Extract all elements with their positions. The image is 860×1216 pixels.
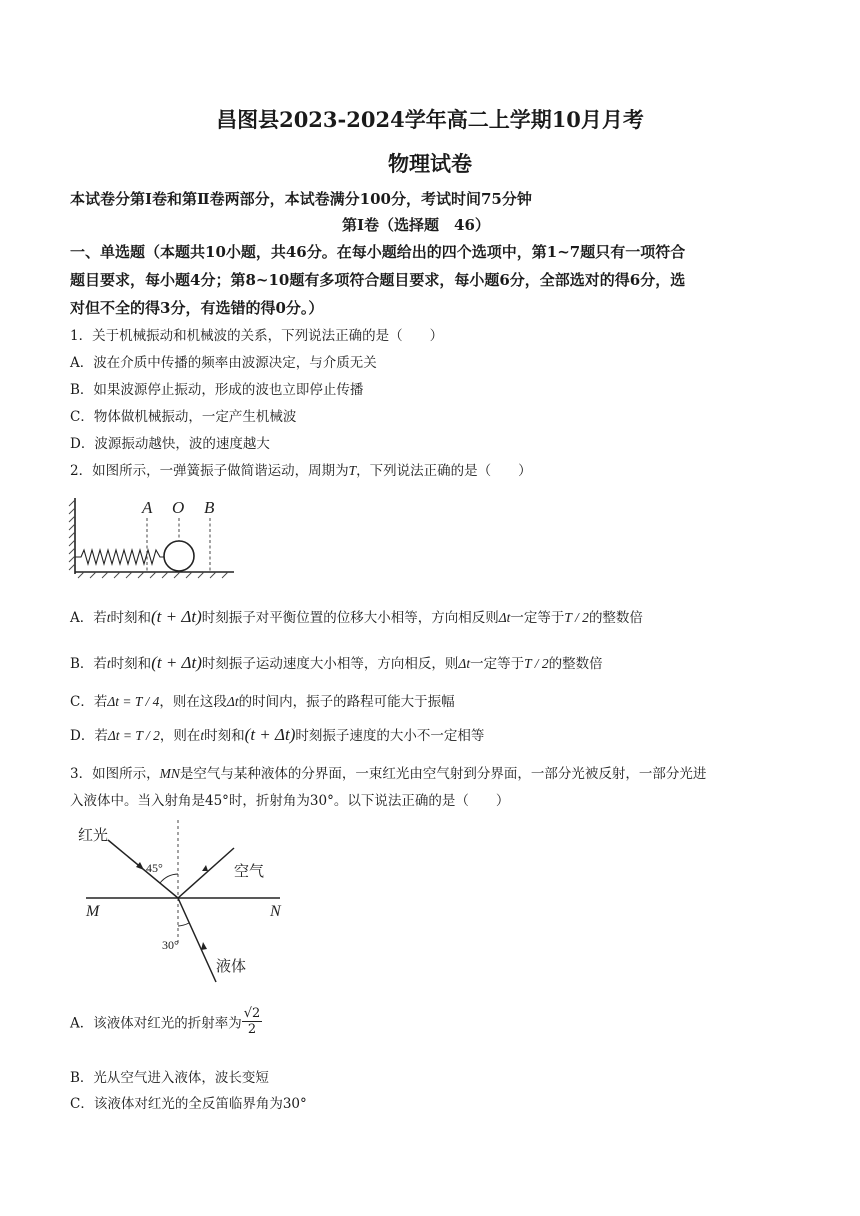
q2-option-b: B．若t时刻和(t + Δt)时刻振子运动速度大小相等，方向相反，则Δt一定等于T / 2的整数倍 [70,653,603,672]
section-instruction-line2: 题目要求，每小题4分；第8~10题有多项符合题目要求，每小题6分，全部选对的得6分，选 [70,271,686,289]
refraction-figure [74,816,298,988]
label-m: M [86,903,100,920]
q2-option-c: C．若Δt = T / 4，则在这段Δt的时间内，振子的路程可能大于振幅 [70,694,455,710]
spring-oscillator-figure [68,492,240,582]
q1-option-b: B．如果波源停止振动，形成的波也立即停止传播 [70,382,364,398]
section-instruction-line3: 对但不全的得3分，有选错的得0分。） [70,299,324,317]
section-instruction-line1: 一、单选题（本题共10小题，共46分。在每小题给出的四个选项中，第1~7题只有一项符合 [70,243,686,261]
q1-option-c: C．物体做机械振动，一定产生机械波 [70,409,297,425]
label-air: 空气 [234,864,265,880]
page-subtitle: 物理试卷 [388,151,472,176]
q1-option-a: A．波在介质中传播的频率由波源决定，与介质无关 [70,355,377,371]
label-o: O [172,498,185,517]
q3-option-c: C．该液体对红光的全反笛临界角为30° [70,1096,307,1112]
q2-option-d: D．若Δt = T / 2，则在t时刻和(t + Δt)时刻振子速度的大小不一定相等 [70,725,485,744]
label-red-light: 红光 [78,828,109,844]
label-angle-45: 45° [146,861,163,875]
q1-option-d: D．波源振动越快，波的速度越大 [70,436,270,452]
q3-stem-line2: 入液体中。当入射角是45°时，折射角为30°。以下说法正确的是（ ） [70,793,510,809]
q1-stem: 1．关于机械振动和机械波的关系，下列说法正确的是（ ） [70,328,444,344]
q3-stem-line1: 3．如图所示，MN是空气与某种液体的分界面，一束红光由空气射到分界面，一部分光被反射，一部分光进 [70,766,707,782]
q2-stem: 2．如图所示，一弹簧振子做简谐运动，周期为T，下列说法正确的是（ ） [70,463,532,479]
label-b: B [204,498,215,517]
exam-intro: 本试卷分第Ⅰ卷和第Ⅱ卷两部分，本试卷满分100分，考试时间75分钟 [70,190,532,208]
label-angle-30: 30° [162,938,179,952]
q3-option-a: A．该液体对红光的折射率为 $\frac{√2}{2}$ [70,1006,261,1037]
label-liquid: 液体 [216,959,247,975]
q2-option-a: A．若t时刻和(t + Δt)时刻振子对平衡位置的位移大小相等，方向相反则Δt一定等于T / 2的整数倍 [70,607,643,626]
label-n: N [270,903,281,920]
label-a: A [142,498,153,517]
q3-option-b: B．光从空气进入液体，波长变短 [70,1070,269,1086]
part-label: 第Ⅰ卷（选择题 46） [342,216,490,234]
fraction-root2-over-2: $\frac{√2}{2}$ [243,1006,261,1037]
page-title: 昌图县2023-2024学年高二上学期10月月考 [216,107,644,132]
